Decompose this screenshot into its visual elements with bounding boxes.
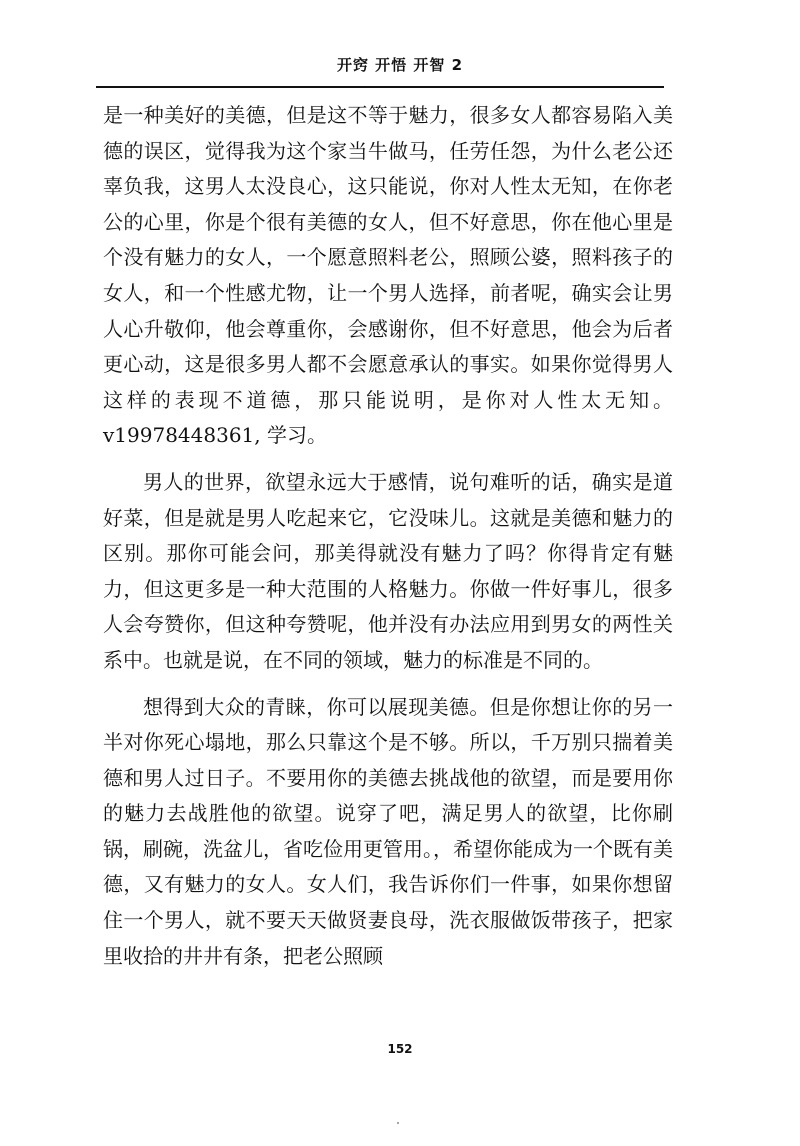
scan-speck — [397, 1122, 399, 1124]
header-rule — [96, 86, 664, 88]
paragraph-1: 是一种美好的美德，但是这不等于魅力，很多女人都容易陷入美德的误区，觉得我为这个家当牛做马，任劳任怨，为什么老公还辜负我，这男人太没良心，这只能说，你对人性太无知，在你老公的心里，你是个很有美德的女人，但不好意思，你在他心里是个没有魅力的女人，一个愿意照料老公，照顾公婆，照料孩子的女人，和一个性感尤物，让一个男人选择，前者呢，确实会让男人心升敬仰，他会尊重你，会感谢你，但不好意思，他会为后者更心动，这是很多男人都不会愿意承认的事实。如果你觉得男人这样的表现不道德，那只能说明，是你对人性太无知。v19978448361, 学习。 — [103, 103, 673, 448]
body-text — [103, 98, 673, 974]
page-number: 152 — [387, 1042, 413, 1056]
paragraph-2: 男人的世界，欲望永远大于感情，说句难听的话，确实是道好菜，但是就是男人吃起来它，它没味儿。这就是美德和魅力的区别。那你可能会问，那美得就没有魅力了吗？你得肯定有魅力，但这更多是一种大范围的人格魅力。你做一件好事儿，很多人会夸赞你，但这种夸赞呢，他并没有办法应用到男女的两性关系中。也就是说，在不同的领域，魅力的标准是不同的。 — [103, 469, 673, 672]
paragraph-3: 想得到大众的青睐，你可以展现美德。但是你想让你的另一半对你死心塌地，那么只靠这个是不够。所以，千万别只揣着美德和男人过日子。不要用你的美德去挑战他的欲望，而是要用你的魅力去战胜他的欲望。说穿了吧，满足男人的欲望，比你刷锅，刷碗，洗盆儿，省吃俭用更管用。，希望你能成为一个既有美德，又有魅力的女人。女人们，我告诉你们一件事，如果你想留住一个男人，就不要天天做贤妻良母，洗衣服做饭带孩子，把家里收拾的井井有条，把老公照顾 — [103, 694, 673, 968]
running-header: 开窍 开悟 开智 2 — [336, 56, 464, 74]
